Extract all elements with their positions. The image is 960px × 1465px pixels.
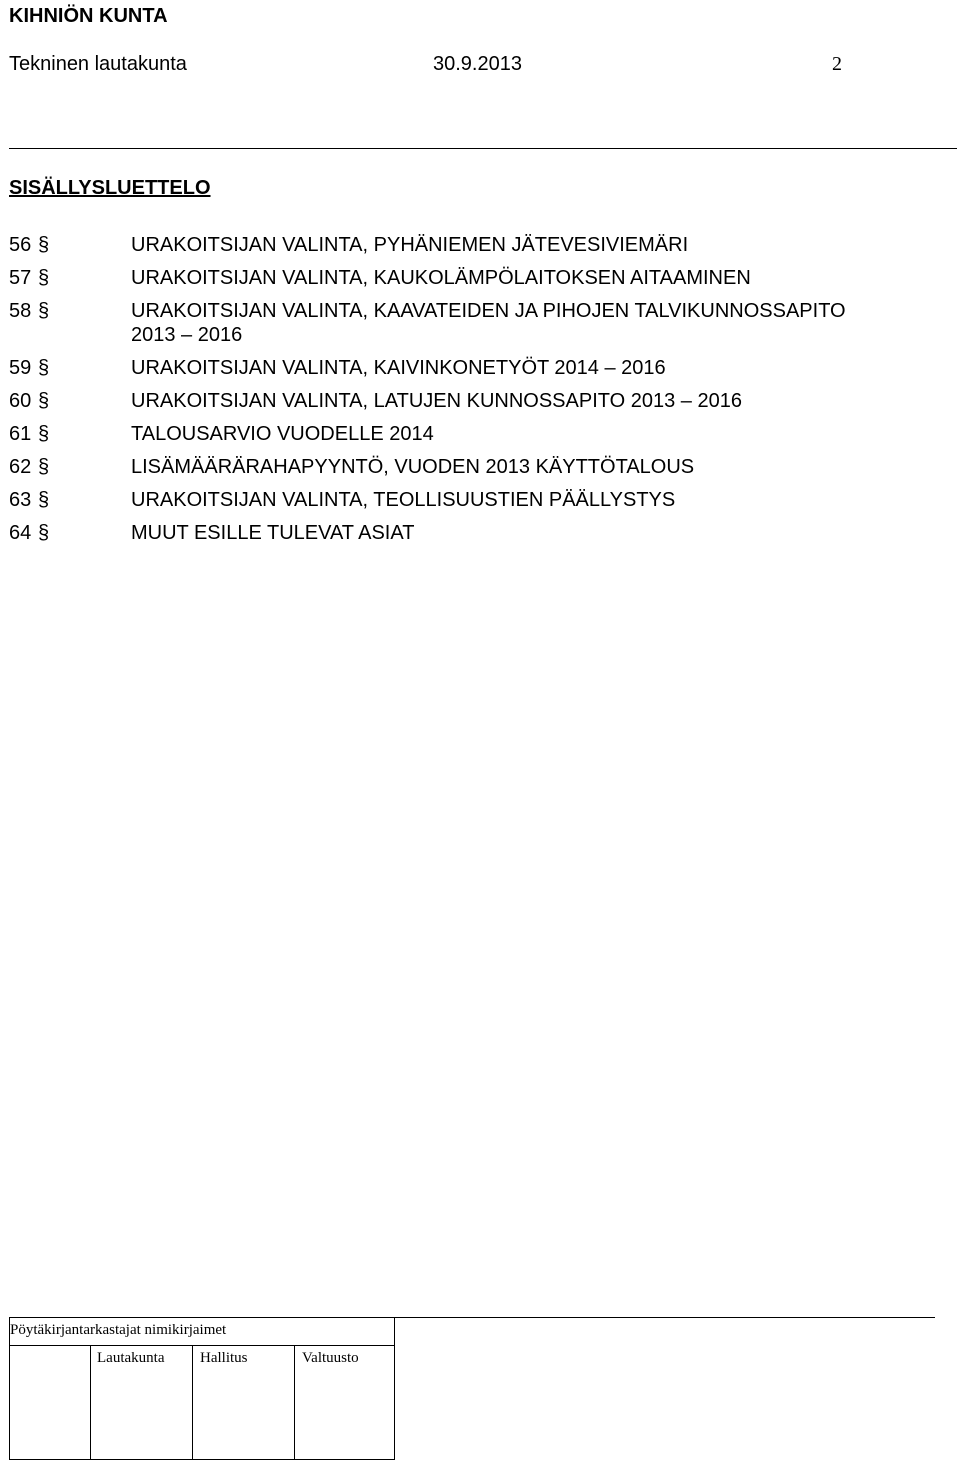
toc-item-line1: URAKOITSIJAN VALINTA, KAAVATEIDEN JA PIHOJEN TALVIKUNNOSSAPITO — [131, 300, 846, 322]
toc-item-line1: URAKOITSIJAN VALINTA, LATUJEN KUNNOSSAPITO 2013 – 2016 — [131, 390, 742, 412]
paragraph-symbol: § — [38, 390, 50, 412]
toc-item-number: 57 — [9, 267, 32, 289]
toc-item-text — [131, 422, 949, 446]
toc-item-text — [131, 266, 949, 290]
toc-item-line1: MUUT ESILLE TULEVAT ASIAT — [131, 522, 415, 544]
page-number: 2 — [832, 53, 842, 75]
toc-item-text — [131, 521, 949, 545]
toc-item-line1: LISÄMÄÄRÄRAHAPYYNTÖ, VUODEN 2013 KÄYTTÖTALOUS — [131, 456, 695, 478]
toc-item — [9, 233, 949, 257]
signature-col-hallitus: Hallitus — [200, 1350, 248, 1366]
toc-item — [9, 356, 949, 380]
toc-title: SISÄLLYSLUETTELO — [9, 177, 211, 199]
toc-item-text — [131, 455, 949, 479]
paragraph-symbol: § — [38, 300, 50, 322]
toc-item-line1: URAKOITSIJAN VALINTA, KAIVINKONETYÖT 2014 – 2016 — [131, 357, 666, 379]
toc-list — [9, 233, 949, 554]
toc-item — [9, 389, 949, 413]
signature-col-lautakunta: Lautakunta — [97, 1350, 165, 1366]
paragraph-symbol: § — [38, 456, 50, 478]
signature-column-divider — [90, 1345, 91, 1459]
toc-item-number: 59 — [9, 357, 32, 379]
toc-item-number: 61 — [9, 423, 32, 445]
toc-item — [9, 488, 949, 512]
toc-item-number: 56 — [9, 234, 32, 256]
toc-item — [9, 266, 949, 290]
toc-item-line1: URAKOITSIJAN VALINTA, TEOLLISUUSTIEN PÄÄLLYSTYS — [131, 489, 676, 511]
toc-item-line1: TALOUSARVIO VUODELLE 2014 — [131, 423, 434, 445]
paragraph-symbol: § — [38, 234, 50, 256]
toc-item-line2: 2013 – 2016 — [131, 324, 243, 346]
toc-item-line1: URAKOITSIJAN VALINTA, PYHÄNIEMEN JÄTEVESIVIEMÄRI — [131, 234, 689, 256]
toc-item-line1: URAKOITSIJAN VALINTA, KAUKOLÄMPÖLAITOKSEN AITAAMINEN — [131, 267, 751, 289]
toc-item-text — [131, 233, 949, 257]
signature-box-divider — [10, 1345, 395, 1346]
toc-item-number: 62 — [9, 456, 32, 478]
signature-box — [9, 1318, 395, 1460]
toc-item-text — [131, 389, 949, 413]
toc-item-number: 64 — [9, 522, 32, 544]
signature-column-divider — [294, 1345, 295, 1459]
toc-item-number: 58 — [9, 300, 32, 322]
committee-name: Tekninen lautakunta — [9, 53, 187, 75]
organization-name: KIHNIÖN KUNTA — [9, 5, 168, 27]
signature-col-valtuusto: Valtuusto — [302, 1350, 359, 1366]
paragraph-symbol: § — [38, 423, 50, 445]
toc-item-number: 60 — [9, 390, 32, 412]
toc-item-text — [131, 299, 949, 347]
toc-item-number: 63 — [9, 489, 32, 511]
paragraph-symbol: § — [38, 489, 50, 511]
toc-item — [9, 455, 949, 479]
header-divider — [9, 148, 957, 149]
toc-item — [9, 299, 949, 347]
toc-item-text — [131, 488, 949, 512]
toc-item-text — [131, 356, 949, 380]
paragraph-symbol: § — [38, 357, 50, 379]
signature-label: Pöytäkirjantarkastajat nimikirjaimet — [10, 1322, 227, 1338]
paragraph-symbol: § — [38, 522, 50, 544]
toc-item — [9, 521, 949, 545]
meeting-date: 30.9.2013 — [433, 53, 522, 75]
toc-item — [9, 422, 949, 446]
signature-column-divider — [192, 1345, 193, 1459]
paragraph-symbol: § — [38, 267, 50, 289]
